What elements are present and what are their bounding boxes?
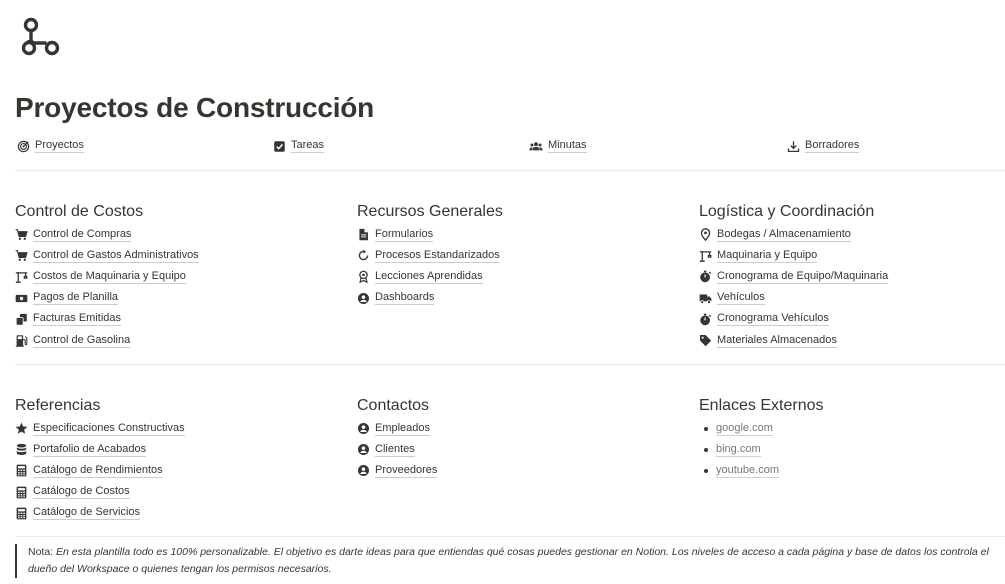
target-icon [17,140,30,153]
money-icon [15,292,28,305]
documents-icon [15,313,28,326]
link-maquinaria-equipo[interactable] [699,245,1005,266]
link-label: Formularios [375,227,434,240]
link-catalogo-costos[interactable] [15,482,335,503]
note-text: En esta plantilla todo es 100% personalizable. El objetivo es darte ideas para que entiendas qué cosas puedes gestionar en Notion. Los niveles de acceso a cada página y base de datos los controla el dueño del Workspace o quienes tengan los permisos necesarios. [28,546,989,575]
bullet [704,427,708,431]
nav-label: Borradores [805,139,860,151]
divider [15,536,1005,537]
location-pin-icon [699,228,712,241]
nav-label: Minutas [548,139,587,151]
link-dashboards[interactable] [357,288,677,309]
checkbox-icon [273,140,286,153]
link-label: Catálogo de Rendimientos [33,463,163,476]
document-icon [357,228,370,241]
note-prefix: Nota: [28,546,54,558]
section-control-costos [15,200,335,351]
link-control-gasolina[interactable] [15,330,335,351]
truck-icon [699,292,712,305]
section-enlaces-externos [699,394,1005,482]
link-label: Pagos de Planilla [33,291,119,304]
nav-label: Proyectos [35,139,84,151]
section-title: Contactos [357,397,430,414]
link-label: Portafolio de Acabados [33,442,147,455]
link-label: Costos de Maquinaria y Equipo [33,269,186,282]
crane-icon [699,249,712,262]
section-title: Control de Costos [15,203,144,220]
list-item [699,439,1005,460]
link-label: Dashboards [375,291,435,304]
link-formularios[interactable] [357,224,677,245]
link-label: Lecciones Aprendidas [375,269,483,282]
link-label: Control de Gastos Administrativos [33,248,199,261]
crane-icon [15,270,28,283]
gas-pump-icon [15,334,28,347]
calculator-icon [15,464,28,477]
star-icon [15,422,28,435]
nav-label: Tareas [291,139,325,151]
link-clientes[interactable] [357,439,677,460]
link-youtube[interactable]: youtube.com [716,463,779,476]
award-icon [357,270,370,283]
calculator-icon [15,507,28,520]
bullet [704,448,708,452]
people-icon [529,140,543,153]
page-title: Proyectos de Construcción [15,92,375,123]
link-label: Especificaciones Constructivas [33,421,185,434]
link-label: Empleados [375,421,431,434]
link-label: Bodegas / Almacenamiento [717,227,851,240]
link-lecciones-aprendidas[interactable] [357,266,677,287]
top-nav [0,139,1005,157]
user-circle-icon [357,464,370,477]
timer-icon [699,313,712,326]
link-bing[interactable]: bing.com [716,442,761,455]
workflow-icon[interactable] [18,16,64,58]
section-contactos [357,394,677,482]
user-circle-icon [357,292,370,305]
section-title: Referencias [15,397,101,414]
link-label: Proveedores [375,463,438,476]
link-label: Catálogo de Servicios [33,506,141,519]
divider [15,170,1005,171]
user-circle-icon [357,422,370,435]
link-cronograma-equipo[interactable] [699,266,1005,287]
link-bodegas[interactable] [699,224,1005,245]
link-procesos-estandarizados[interactable] [357,245,677,266]
link-label: Cronograma de Equipo/Maquinaria [717,269,889,282]
link-label: Maquinaria y Equipo [717,248,818,261]
link-empleados[interactable] [357,418,677,439]
note-quote [15,544,1005,578]
link-label: Cronograma Vehículos [717,312,829,325]
link-proveedores[interactable] [357,460,677,481]
nav-borradores[interactable] [787,139,859,153]
link-portafolio-acabados[interactable] [15,439,335,460]
download-icon [787,140,800,153]
section-logistica [699,200,1005,351]
timer-icon [699,270,712,283]
nav-minutas[interactable] [529,139,587,153]
link-label: Catálogo de Costos [33,485,130,498]
cart-icon [15,249,28,262]
link-pagos-planilla[interactable] [15,288,335,309]
link-label: Clientes [375,442,415,455]
link-especificaciones[interactable] [15,418,335,439]
tag-icon [699,334,712,347]
section-referencias [15,394,335,524]
section-title: Recursos Generales [357,203,503,220]
refresh-icon [357,249,370,262]
link-label: Materiales Almacenados [717,333,837,346]
database-icon [15,443,28,456]
link-vehiculos[interactable] [699,288,1005,309]
list-item [699,418,1005,439]
link-control-compras[interactable] [15,224,335,245]
nav-tareas[interactable] [273,139,324,153]
link-label: Procesos Estandarizados [375,248,500,261]
link-catalogo-servicios[interactable] [15,503,335,524]
divider [15,364,1005,365]
calculator-icon [15,486,28,499]
link-label: Control de Compras [33,227,132,240]
link-label: Vehículos [717,291,765,304]
cart-icon [15,228,28,241]
link-label: Control de Gasolina [33,333,131,346]
link-gastos-administrativos[interactable] [15,245,335,266]
link-google[interactable]: google.com [716,421,773,434]
bullet [704,469,708,473]
link-facturas-emitidas[interactable] [15,309,335,330]
nav-proyectos[interactable] [17,139,84,153]
link-cronograma-vehiculos[interactable] [699,309,1005,330]
user-circle-icon [357,443,370,456]
list-item [699,460,1005,481]
link-label: Facturas Emitidas [33,312,122,325]
section-title: Logística y Coordinación [699,203,875,220]
link-catalogo-rendimientos[interactable] [15,460,335,481]
link-costos-maquinaria[interactable] [15,266,335,287]
section-recursos-generales [357,200,677,309]
link-materiales-almacenados[interactable] [699,330,1005,351]
section-title: Enlaces Externos [699,397,824,414]
